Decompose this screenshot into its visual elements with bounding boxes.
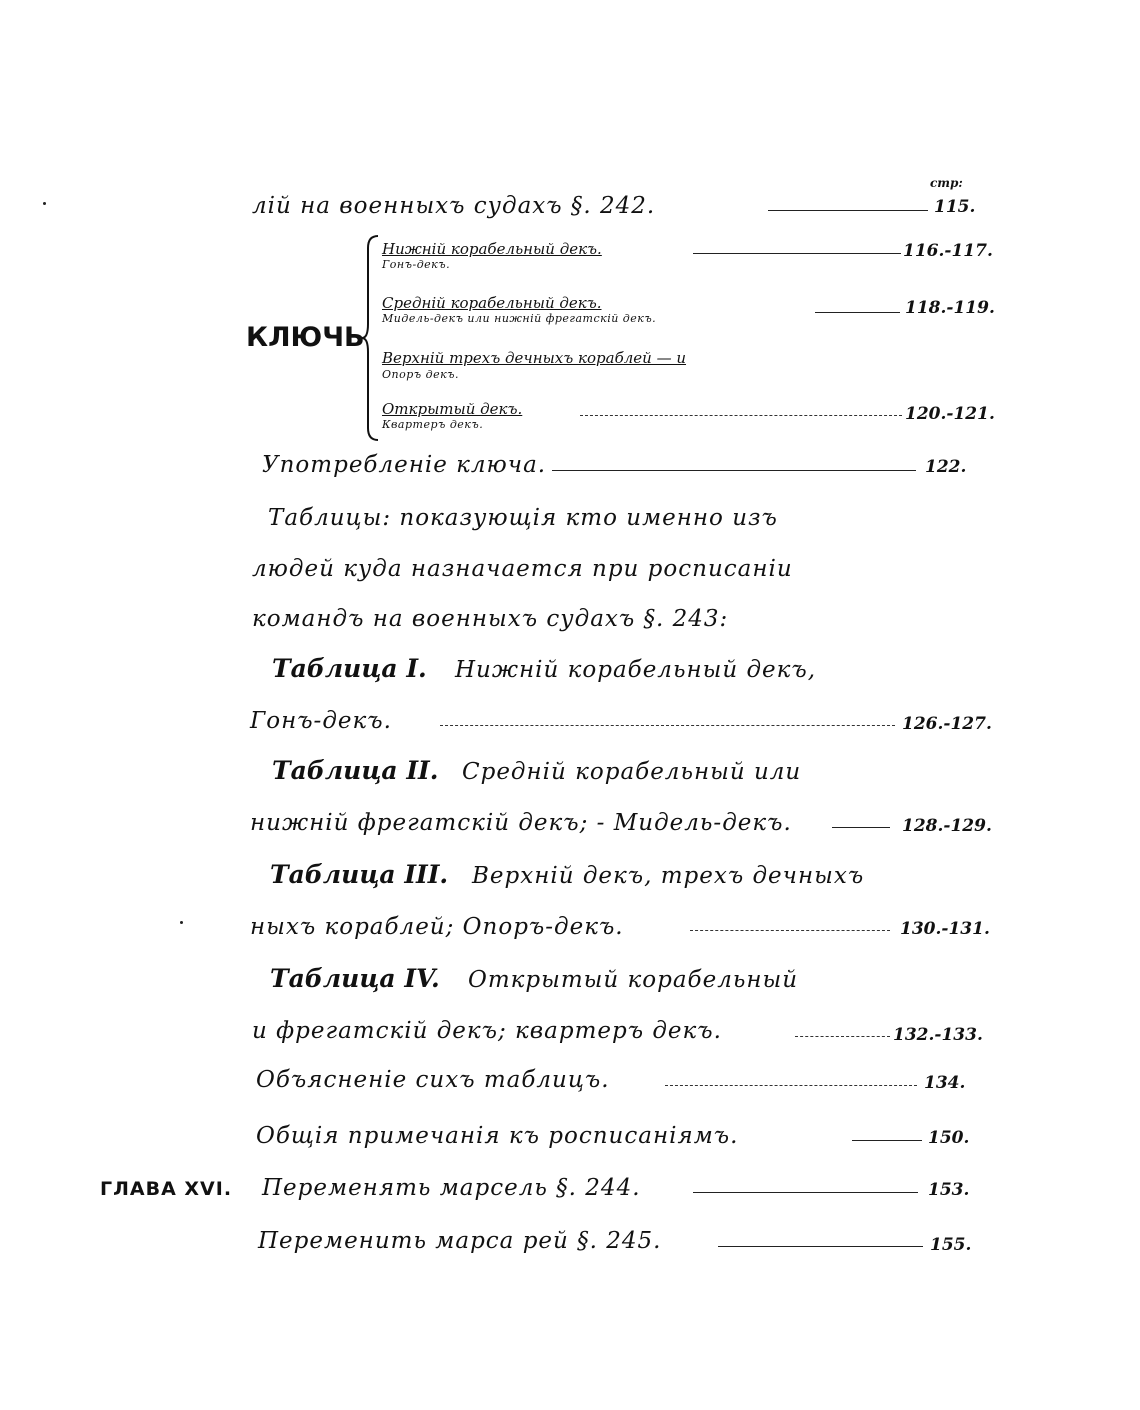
toc-page-number: 134.	[924, 1073, 966, 1093]
toc-page-number: 126.-127.	[902, 714, 992, 734]
leader-line	[815, 312, 900, 313]
toc-entry-text: Объясненiе сихъ таблицъ.	[256, 1067, 610, 1093]
key-entry-main: Верхнiй трехъ дечныхъ кораблей — и	[382, 349, 687, 367]
toc-entry-text: Общiя примечанiя къ росписанiямъ.	[256, 1123, 739, 1149]
leader-line	[693, 253, 901, 254]
leader-line	[852, 1140, 922, 1141]
toc-entry-text: Переменить марса рей §. 245.	[258, 1228, 662, 1254]
leader-line	[768, 210, 928, 211]
toc-page-number: 120.-121.	[905, 404, 995, 424]
toc-entry-text: Употребленiе ключа.	[262, 452, 547, 478]
toc-page-number: 150.	[928, 1128, 970, 1148]
toc-page-number: 115.	[934, 197, 976, 217]
leader-line	[795, 1036, 890, 1037]
table-title: Таблица I.	[272, 654, 427, 683]
toc-entry-text: Среднiй корабельный или	[462, 759, 802, 785]
curly-brace	[360, 232, 382, 444]
key-entry-main: Открытый декъ.	[382, 400, 523, 418]
toc-entry-text: и фрегатскiй декъ; квартеръ декъ.	[252, 1018, 722, 1044]
toc-entry-text: Нижнiй корабельный декъ,	[455, 657, 817, 683]
toc-entry-text: Гонъ-декъ.	[250, 708, 392, 734]
toc-entry-text: Верхнiй декъ, трехъ дечныхъ	[472, 863, 865, 889]
table-title: Таблица III.	[270, 860, 449, 889]
toc-page-number: 132.-133.	[893, 1025, 983, 1045]
toc-page-number: 155.	[930, 1235, 972, 1255]
toc-entry-text: Открытый корабельный	[468, 967, 799, 993]
toc-entry-text: командъ на военныхъ судахъ §. 243:	[252, 606, 729, 632]
toc-page-number: 116.-117.	[903, 241, 993, 261]
toc-page-number: 122.	[925, 457, 967, 477]
stray-dot	[180, 921, 183, 924]
toc-page-number: 130.-131.	[900, 919, 990, 939]
leader-line	[440, 725, 895, 726]
toc-entry-text: Переменять марсель §. 244.	[262, 1175, 641, 1201]
key-entry-sub: Опоръ декъ.	[382, 368, 459, 381]
toc-page-number: 153.	[928, 1180, 970, 1200]
toc-page-number: 118.-119.	[905, 298, 995, 318]
toc-entry-text: нижнiй фрегатскiй декъ; - Мидель-декъ.	[250, 810, 792, 836]
leader-line	[718, 1246, 923, 1247]
key-entry-main: Среднiй корабельный декъ.	[382, 294, 602, 312]
table-title: Таблица II.	[272, 756, 439, 785]
leader-line	[693, 1192, 918, 1193]
key-heading: КЛЮЧЬ	[246, 322, 365, 353]
key-entry-main: Нижнiй корабельный декъ.	[382, 240, 602, 258]
stray-dot	[43, 202, 46, 205]
toc-entry-text: Таблицы: показующiя кто именно изъ	[268, 505, 778, 531]
toc-entry-text: лiй на военныхъ судахъ §. 242.	[252, 193, 656, 219]
leader-line	[832, 827, 890, 828]
leader-line	[690, 930, 890, 931]
toc-page-number: 128.-129.	[902, 816, 992, 836]
toc-entry-text: ныхъ кораблей; Опоръ-декъ.	[250, 914, 624, 940]
key-entry-sub: Гонъ-декъ.	[382, 258, 451, 271]
leader-line	[665, 1085, 917, 1086]
table-title: Таблица IV.	[270, 964, 440, 993]
chapter-heading: ГЛАВА XVI.	[100, 1178, 233, 1200]
page-column-label: стр:	[930, 176, 963, 190]
key-entry-sub: Мидель-декъ или нижнiй фрегатскiй декъ.	[382, 312, 657, 325]
leader-line	[580, 415, 902, 416]
toc-entry-text: людей куда назначается при росписанiи	[252, 556, 793, 582]
leader-line	[552, 470, 916, 471]
key-entry-sub: Квартеръ декъ.	[382, 418, 484, 431]
